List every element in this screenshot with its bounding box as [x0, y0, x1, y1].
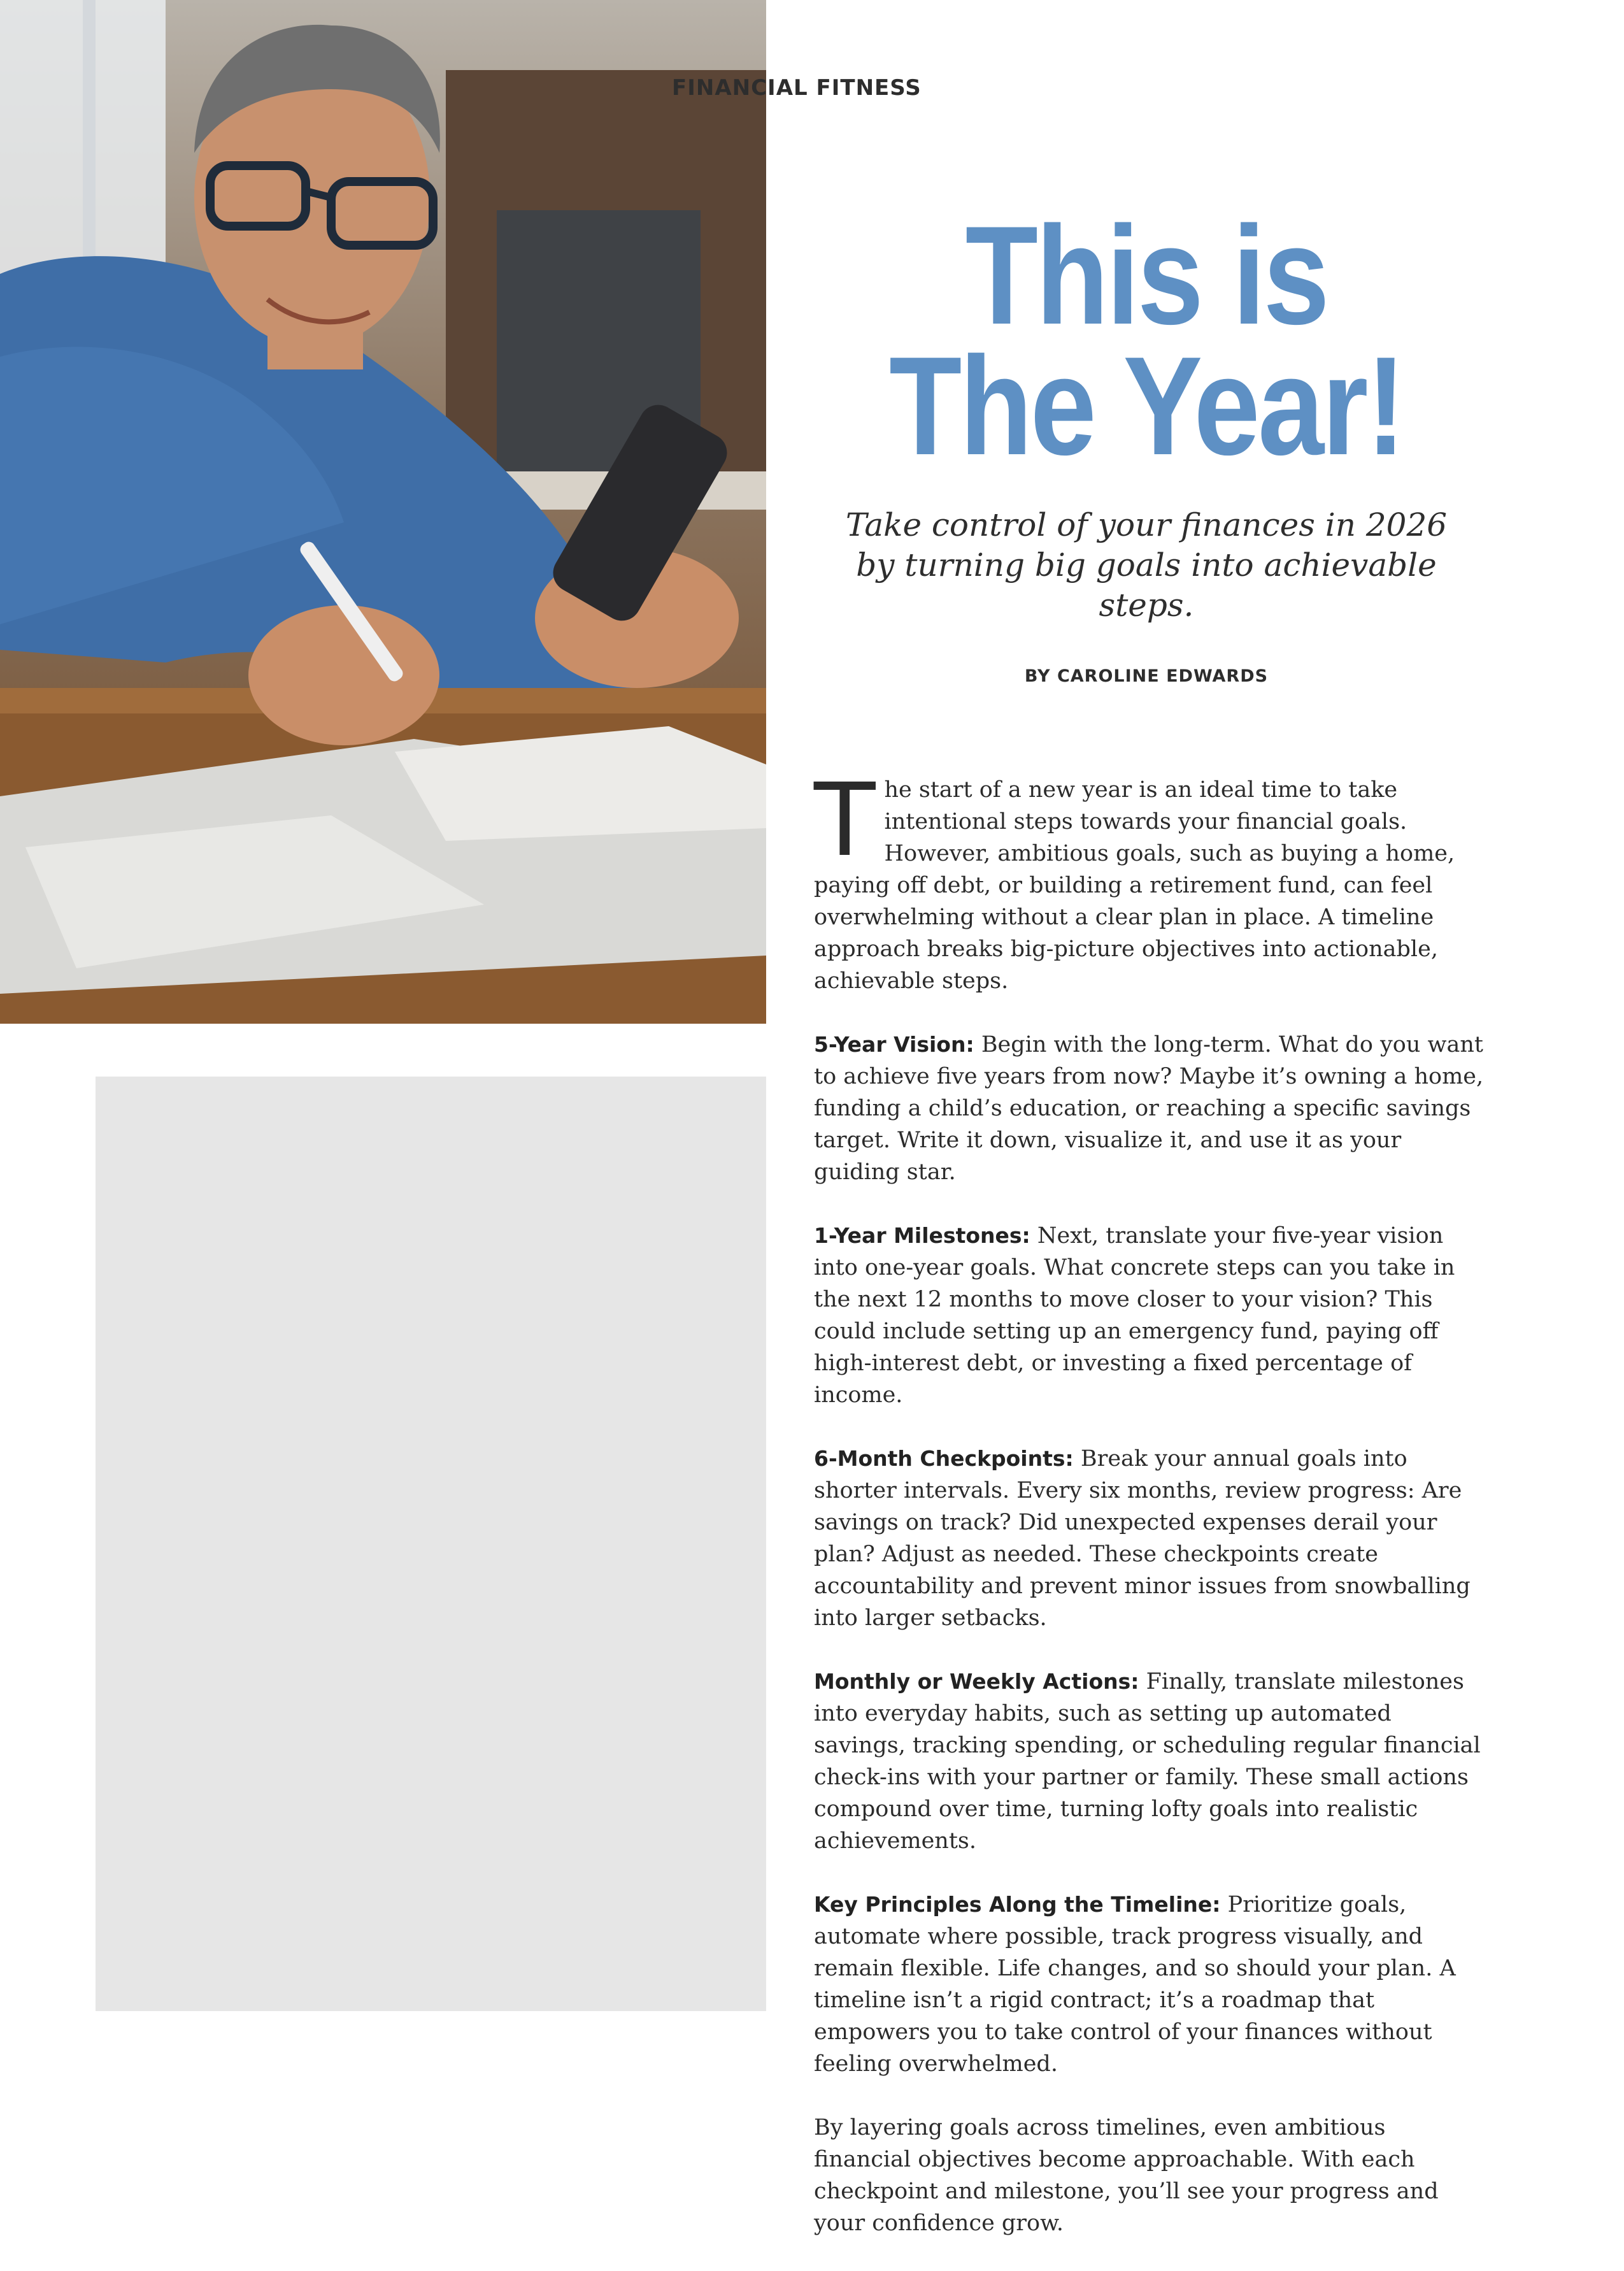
section-paragraph — [814, 1029, 1489, 1188]
intro-text: he start of a new year is an ideal time to take intentional steps towards your financial goals. However, ambitious goals, such as buying a home, paying off debt, or building a retirement fund, can feel overwhelming without a clear plan in place. A timeline approach breaks big-picture objectives into actionable, achievable steps. — [814, 777, 1455, 994]
section-kicker: FINANCIAL FITNESS — [672, 75, 922, 101]
section-text: Break your annual goals into shorter intervals. Every six months, review progress: Are savings on track? Did unexpected expenses derail your plan? Adjust as needed. These checkpoints create accountability and prevent minor issues from snowballing into larger setbacks. — [814, 1446, 1471, 1631]
byline: BY CAROLINE EDWARDS — [1024, 666, 1269, 686]
section-lead: Monthly or Weekly Actions: — [814, 1669, 1139, 1694]
section-lead: 6-Month Checkpoints: — [814, 1446, 1074, 1471]
section-lead: 1-Year Milestones: — [814, 1223, 1030, 1248]
image-placeholder — [96, 1077, 766, 2011]
subtitle: Take control of your finances in 2026 by turning big goals into achievable steps. — [845, 506, 1448, 624]
section-text: Next, translate your five-year vision into one-year goals. What concrete steps can you take in the next 12 months to move closer to your vision? This could include setting up an emergency fund, paying off high-interest debt, or investing a fixed percentage of income. — [814, 1223, 1455, 1408]
section-paragraph — [814, 1889, 1489, 2080]
article-body — [814, 762, 1489, 2271]
intro-paragraph — [814, 762, 1489, 997]
section-lead: Key Principles Along the Timeline: — [814, 1892, 1221, 1917]
section-paragraph — [814, 1443, 1489, 1634]
section-text: Prioritize goals, automate where possible, track progress visually, and remain flexible. Life changes, and so should your plan. A timeline isn’t a rigid contract; it’s a roadmap that empowers you to take control of your finances without feeling overwhelmed. — [814, 1892, 1456, 2077]
closing-paragraph: By layering goals across timelines, even ambitious financial objectives become approachable. With each checkpoint and milestone, you’ll see your progress and your confidence grow. — [814, 2115, 1439, 2236]
photo-illustration — [0, 0, 766, 1024]
hero-photo — [0, 0, 766, 1024]
section-text: Finally, translate milestones into everyday habits, such as setting up automated savings, tracking spending, or scheduling regular financial check-ins with your partner or family. These small actions compound over time, turning lofty goals into realistic achievements. — [814, 1669, 1481, 1854]
section-paragraph — [814, 1220, 1489, 1411]
headline — [849, 197, 1444, 484]
headline-line-2: The Year! — [889, 327, 1404, 484]
drop-cap: T — [814, 762, 876, 879]
section-paragraph — [814, 1666, 1489, 1857]
section-text: Begin with the long-term. What do you want to achieve five years from now? Maybe it’s owning a home, funding a child’s education, or reaching a specific savings target. Write it down, visualize it, and use it as your guiding star. — [814, 1032, 1484, 1185]
section-lead: 5-Year Vision: — [814, 1032, 974, 1057]
headline-line-1: This is — [965, 197, 1328, 354]
